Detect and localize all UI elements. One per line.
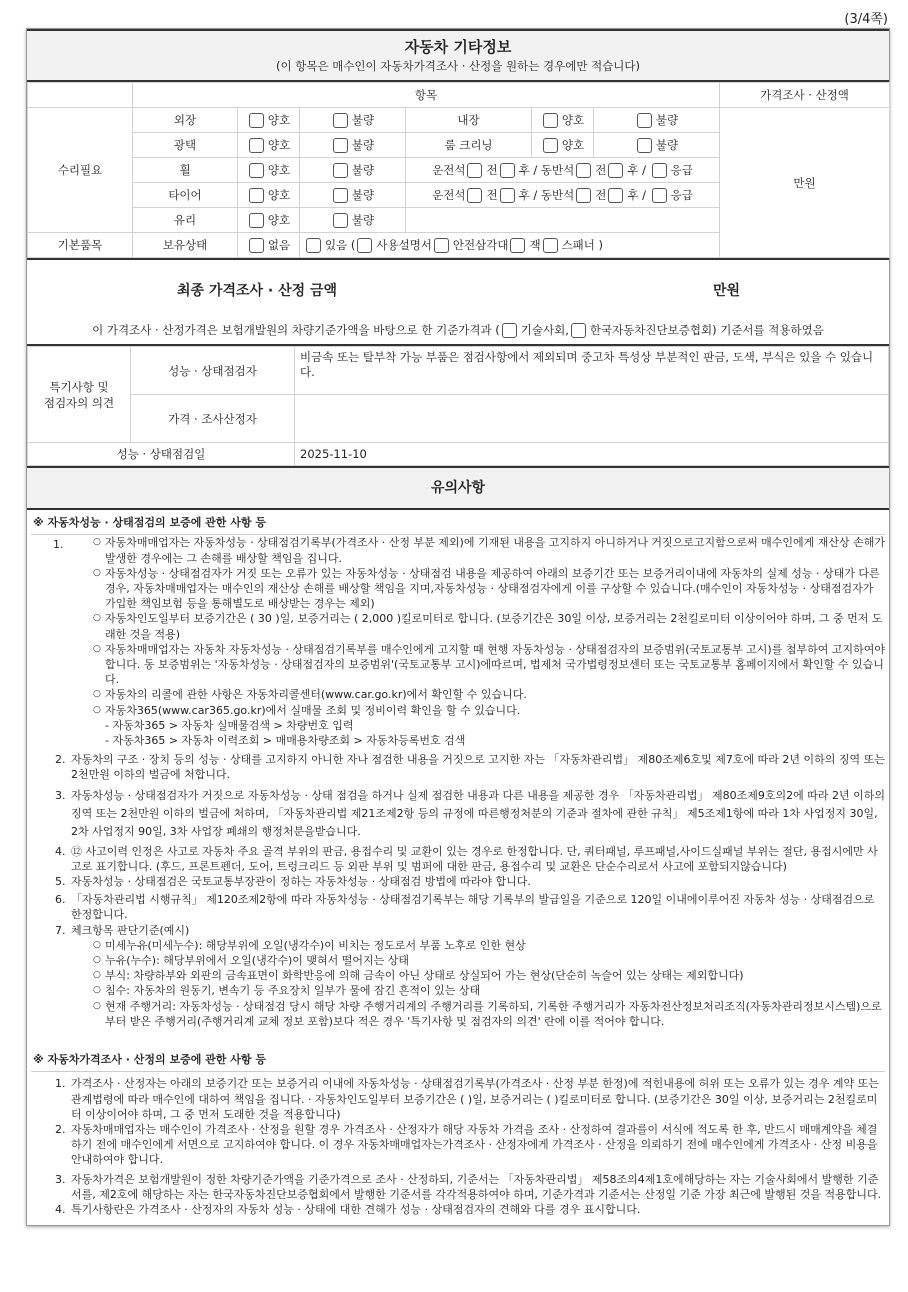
room-cleaning-bad-checkbox[interactable] — [637, 138, 652, 153]
exterior-good-option: 양호 — [238, 108, 300, 133]
jack-checkbox[interactable] — [510, 238, 525, 253]
row-label-gloss: 광택 — [133, 133, 238, 158]
possession-has-checkbox[interactable] — [306, 238, 321, 253]
glass-bad-option: 불량 — [300, 208, 406, 233]
row-label-glass: 유리 — [133, 208, 238, 233]
notice-s1-item-3: 3. 자동차성능 · 상태점검자가 거짓으로 자동차성능 · 상태 점검을 하거나 실제 점검한 내용과 다른 내용을 제공한 경우 「자동차관리법」 제80조제9호의2에 따라 2년 이하의 징역 또는 2천만원 이하의 벌금에 처하며, 「자동차관리법 제21조제2항 등의 규정에 따른행정처분의 기준과 절차에 관한 규칙」 제5조제1항에 따라 1차 사업정지 30일, 2차 사업정지 90일, 3차 사업장 폐쇄의 행정처분을받습니다. — [55, 788, 885, 838]
glass-empty — [406, 208, 720, 233]
wheel-passenger-front-checkbox[interactable] — [576, 163, 591, 178]
notice-s1-check-2: ○ 누유(누수): 해당부위에서 오일(냉각수)이 맺혀서 떨어지는 상태 — [93, 954, 410, 968]
inspection-date-label: 성능 · 상태점검일 — [28, 443, 295, 466]
page-number: (3/4쪽) — [844, 12, 888, 27]
tire-seat-options: 운전석 전 후 / 동반석 전 후 / 응급 — [406, 183, 720, 208]
wheel-bad-checkbox[interactable] — [333, 163, 348, 178]
notice-s1-check-4: ○ 침수: 자동차의 원동기, 변속기 등 주요장치 일부가 물에 잠긴 흔적이 있는 상태 — [93, 984, 481, 998]
interior-bad-checkbox[interactable] — [637, 113, 652, 128]
engineers-society-checkbox[interactable] — [502, 323, 517, 338]
manual-checkbox[interactable] — [357, 238, 372, 253]
opinion-table — [27, 346, 889, 466]
appraiser-label: 가격 · 조사산정자 — [131, 395, 295, 443]
room-cleaning-bad-option: 불량 — [594, 133, 720, 158]
notice-s1-bullet-2: ○ 자동차성능 · 상태점검자가 거짓 또는 오류가 있는 자동차성능 · 상태점검 내용을 제공하여 아래의 보증기간 또는 보증거리이내에 자동차의 실제 성능 · 상태가 다른 경우, 자동차매매업자는 매수인의 재산상 손해를 배상할 책임을 지며,자동차성능 · 상태점검자에게 이를 구상할 수 있습니다.(매수인이 자동차성능 · 상태점검자가 가입한 책임보험 등을 통해별도로 배상받는 경우는 제외) — [93, 566, 880, 611]
notice-s1-dash-2: - 자동차365 > 자동차 이력조회 > 매매용차량조회 > 자동차등록번호 검색 — [105, 734, 466, 748]
row-label-tire: 타이어 — [133, 183, 238, 208]
final-price-section — [27, 258, 889, 346]
tire-driver-front-checkbox[interactable] — [467, 188, 482, 203]
section-header — [27, 29, 889, 82]
wheel-good-checkbox[interactable] — [249, 163, 264, 178]
header-price: 가격조사 · 산정액 — [720, 83, 890, 108]
final-price-note: 이 가격조사 · 산정가격은 보험개발원의 차량기준가액을 바탕으로 한 기준가격과 ( 기술사회, 한국자동차진단보증협회) 기준서를 적용하였음 — [92, 323, 824, 337]
row-label-wheel: 휠 — [133, 158, 238, 183]
spanner-checkbox[interactable] — [543, 238, 558, 253]
tire-emergency-checkbox[interactable] — [652, 188, 667, 203]
notice-s1-item-4: 4. ⑫ 사고이력 인정은 사고로 자동차 주요 골격 부위의 판금, 용접수리 및 교환이 있는 경우로 한정합니다. 단, 쿼터패널, 루프패널,사이드실패널 부위는 절단, 용접시에만 사고로 표기합니다. (후드, 프론트펜더, 도어, 트렁크리드 등 외판 부위 및 범퍼에 대한 판금, 용접수리 및 교환은 단순수리로서 사고에 포함되지않습니다) — [55, 844, 878, 873]
notice-body — [27, 510, 889, 1225]
wheel-good-option: 양호 — [238, 158, 300, 183]
tire-bad-option: 불량 — [300, 183, 406, 208]
notice-s2-item-4: 4. 특기사항란은 가격조사 · 산정자의 자동차 성능 · 상태에 대한 견해가 성능 · 상태점검자의 견해와 다를 경우 표시합니다. — [55, 1202, 641, 1216]
interior-good-option: 양호 — [532, 108, 594, 133]
inspector-opinion-text: 비금속 또는 탈부착 가능 부품은 점검사항에서 제외되며 중고차 특성상 부분적인 판금, 도색, 부식은 있을 수 있습니다. — [295, 347, 889, 395]
wheel-bad-option: 불량 — [300, 158, 406, 183]
notice-s2-item-1: 1. 가격조사 · 산정자는 아래의 보증기간 또는 보증거리 이내에 자동차성능 · 상태점검기록부(가격조사 · 산정 부분 한정)에 적힌내용에 허위 또는 오류가 있는 경우 계약 또는 관계법령에 따라 매수인에 대하여 책임을 집니다. · 자동차인도일부터 보증기간은 ( )일, 보증거리는 ( )킬로미터로 합니다. (보증기간은 30일 이상, 보증거리는 2천킬로미터 이상이어야 하며, 그 중 먼저 도래한 것을 적용합니다) — [55, 1077, 879, 1121]
tire-passenger-front-checkbox[interactable] — [576, 188, 591, 203]
notice-s1-bullet-6: ○ 자동차365(www.car365.go.kr)에서 실매물 조회 및 정비이력 확인을 할 수 있습니다. — [93, 703, 521, 717]
notice-s1-bullet-4: ○ 자동차매매업자는 자동차 자동차성능 · 상태점검기록부를 매수인에게 고지할 때 현행 자동차성능 · 상태점검자의 보증범위(국토교통부 고시)를 첨부하여 고지하여야 합니다. 동 보증범위는 '자동차성능 · 상태점검자의 보증범위'(국토교통부 고시)에따르며, 법제처 국가법령정보센터 또는 국토교통부 홈페이지에서 확인할 수 있습니다. — [93, 642, 885, 687]
final-price-unit: 만원 — [713, 283, 741, 299]
header-empty — [28, 83, 133, 108]
inspection-date-value: 2025-11-10 — [295, 443, 889, 466]
row-label-possession: 보유상태 — [133, 233, 238, 258]
exterior-good-checkbox[interactable] — [249, 113, 264, 128]
notice-s1-item-2: 2. 자동차의 구조 · 장치 등의 성능 · 상태를 고지하지 아니한 자나 점검한 내용을 거짓으로 고지한 자는 「자동차관리법」 제80조제6호및 제7호에 따라 2년 이하의 징역 또는 2천만원 이하의 벌금에 처합니다. — [55, 753, 885, 782]
notice-s1-item-7: 7. 체크항목 판단기준(예시) — [55, 923, 190, 937]
notice-s1-check-5: ○ 현재 주행거리: 자동차성능 · 상태점검 당시 해당 차량 주행거리계의 주행거리를 기록하되, 기록한 주행거리가 자동차전산정보처리조직(자동차관리정보시스템)으로부터 받은 주행거리(주행거리계 교체 정보 포함)보다 적은 경우 '특기사항 및 점검자의 의견' 란에 이를 적어야 합니다. — [93, 999, 882, 1028]
wheel-driver-front-checkbox[interactable] — [467, 163, 482, 178]
notice-title: 유의사항 — [27, 466, 889, 510]
possession-none-checkbox[interactable] — [249, 238, 264, 253]
notice-s1-dash-1: - 자동차365 > 자동차 실매물검색 > 차량번호 입력 — [105, 718, 354, 732]
gloss-bad-option: 불량 — [300, 133, 406, 158]
wheel-passenger-rear-checkbox[interactable] — [608, 163, 623, 178]
final-price-title: 최종 가격조사 · 산정 금액 — [177, 283, 338, 299]
wheel-seat-options: 운전석 전 후 / 동반석 전 후 / 응급 — [406, 158, 720, 183]
section-subtitle: (이 항목은 매수인이 자동차가격조사 · 산정을 원하는 경우에만 적습니다) — [275, 59, 641, 73]
tire-bad-checkbox[interactable] — [333, 188, 348, 203]
group-repair-label: 수리필요 — [28, 108, 133, 233]
tire-good-checkbox[interactable] — [249, 188, 264, 203]
tire-passenger-rear-checkbox[interactable] — [608, 188, 623, 203]
interior-bad-option: 불량 — [594, 108, 720, 133]
header-item: 항목 — [133, 83, 720, 108]
diagnosis-association-checkbox[interactable] — [571, 323, 586, 338]
vehicle-other-info-document — [26, 28, 890, 1226]
interior-good-checkbox[interactable] — [543, 113, 558, 128]
notice-s1-item-1: 1. — [53, 538, 64, 552]
safety-triangle-checkbox[interactable] — [434, 238, 449, 253]
tire-driver-rear-checkbox[interactable] — [500, 188, 515, 203]
opinion-label: 특기사항 및 점검자의 의견 — [28, 347, 131, 443]
row-label-room-cleaning: 룸 크리닝 — [406, 133, 532, 158]
gloss-good-option: 양호 — [238, 133, 300, 158]
glass-good-checkbox[interactable] — [249, 213, 264, 228]
glass-bad-checkbox[interactable] — [333, 213, 348, 228]
notice-s2-item-2: 2. 자동차매매업자는 매수인이 가격조사 · 산정을 원할 경우 가격조사 · 산정자가 해당 자동차 가격을 조사 · 산정하여 결과를이 서식에 적도록 한 후, 반드시 매매계약을 체결하기 전에 매수인에게 서면으로 고지하여야 합니다. 이 경우 자동차매매업자는가격조사 · 산정자에게 가격조사 · 산정을 의뢰하기 전에 매수인에게 가격조사 · 산정 비용을 안내하여야 합니다. — [55, 1122, 878, 1167]
notice-s1-bullet-3: ○ 자동차인도일부터 보증기간은 ( 30 )일, 보증거리는 ( 2,000 )킬로미터로 합니다. (보증기간은 30일 이상, 보증거리는 2천킬로미터 이상이어야 하며, 그 중 먼저 도래한 것을 적용) — [93, 612, 883, 641]
section-title: 자동차 기타정보 — [404, 38, 512, 56]
room-cleaning-good-checkbox[interactable] — [543, 138, 558, 153]
inspector-label: 성능 · 상태점검자 — [131, 347, 295, 395]
wheel-emergency-checkbox[interactable] — [652, 163, 667, 178]
group-basic-label: 기본품목 — [28, 233, 133, 258]
tire-good-option: 양호 — [238, 183, 300, 208]
notice-s1-heading: ※ 자동차성능 · 상태점검의 보증에 관한 사항 등 — [31, 510, 885, 535]
notice-s1-item-5: 5. 자동차성능 · 상태점검은 국토교통부장관이 정하는 자동차성능 · 상태점검 방법에 따라야 합니다. — [55, 875, 531, 889]
notice-s1-bullet-5: ○ 자동차의 리콜에 관한 사항은 자동차리콜센터(www.car.go.kr)에서 확인할 수 있습니다. — [93, 688, 527, 702]
possession-none-option: 없음 — [238, 233, 300, 258]
notice-s1-item-6: 6. 「자동차관리법 시행규칙」 제120조제2항에 따라 자동차성능 · 상태점검기록부는 해당 기록부의 발급일을 기준으로 120일 이내에이루어진 자동차 성능 · 상태점검으로 한정합니다. — [55, 893, 875, 922]
possession-has-options: 있음 ( 사용설명서 안전삼각대 잭 스패너 ) — [300, 233, 720, 258]
price-unit-cell: 만원 — [720, 108, 890, 258]
room-cleaning-good-option: 양호 — [532, 133, 594, 158]
exterior-bad-checkbox[interactable] — [333, 113, 348, 128]
appraiser-opinion-text — [295, 395, 889, 443]
notice-s2-item-3: 3. 자동차가격은 보험개발원이 정한 차량기준가액을 기준가격으로 조사 · 산정하되, 기준서는 「자동차관리법」 제58조의4제1호에해당하는 자는 기술사회에서 발행한 기준서를, 제2호에 해당하는 자는 한국자동차진단보증협회에서 발행한 기준서를 각각적용하여야 하며, 기준가격과 기준서는 산정일 기준 가장 최근에 발행된 것을 적용합니다. — [55, 1172, 882, 1201]
notice-s1-check-3: ○ 부식: 차량하부와 외판의 금속표면이 화학반응에 의해 금속이 아닌 상태로 상실되어 가는 현상(단순히 녹슬어 있는 상태는 제외합니다) — [93, 969, 744, 983]
exterior-bad-option: 불량 — [300, 108, 406, 133]
notice-s2-heading: ※ 자동차가격조사 · 산정의 보증에 관한 사항 등 — [31, 1047, 885, 1072]
row-label-interior: 내장 — [406, 108, 532, 133]
gloss-good-checkbox[interactable] — [249, 138, 264, 153]
row-label-exterior: 외장 — [133, 108, 238, 133]
repair-items-table — [27, 82, 890, 258]
notice-s1-bullet-1: ○ 자동차매매업자는 자동차성능 · 상태점검기록부(가격조사 · 산정 부분 제외)에 기재된 내용을 고지하지 아니하거나 거짓으로고지함으로써 매수인에게 재산상 손해가 발생한 경우에는 그 손해를 배상할 책임을 집니다. — [93, 536, 885, 565]
glass-good-option: 양호 — [238, 208, 300, 233]
notice-s1-check-1: ○ 미세누유(미세누수): 해당부위에 오일(냉각수)이 비치는 정도로서 부품 노후로 인한 현상 — [93, 938, 526, 952]
gloss-bad-checkbox[interactable] — [333, 138, 348, 153]
wheel-driver-rear-checkbox[interactable] — [500, 163, 515, 178]
